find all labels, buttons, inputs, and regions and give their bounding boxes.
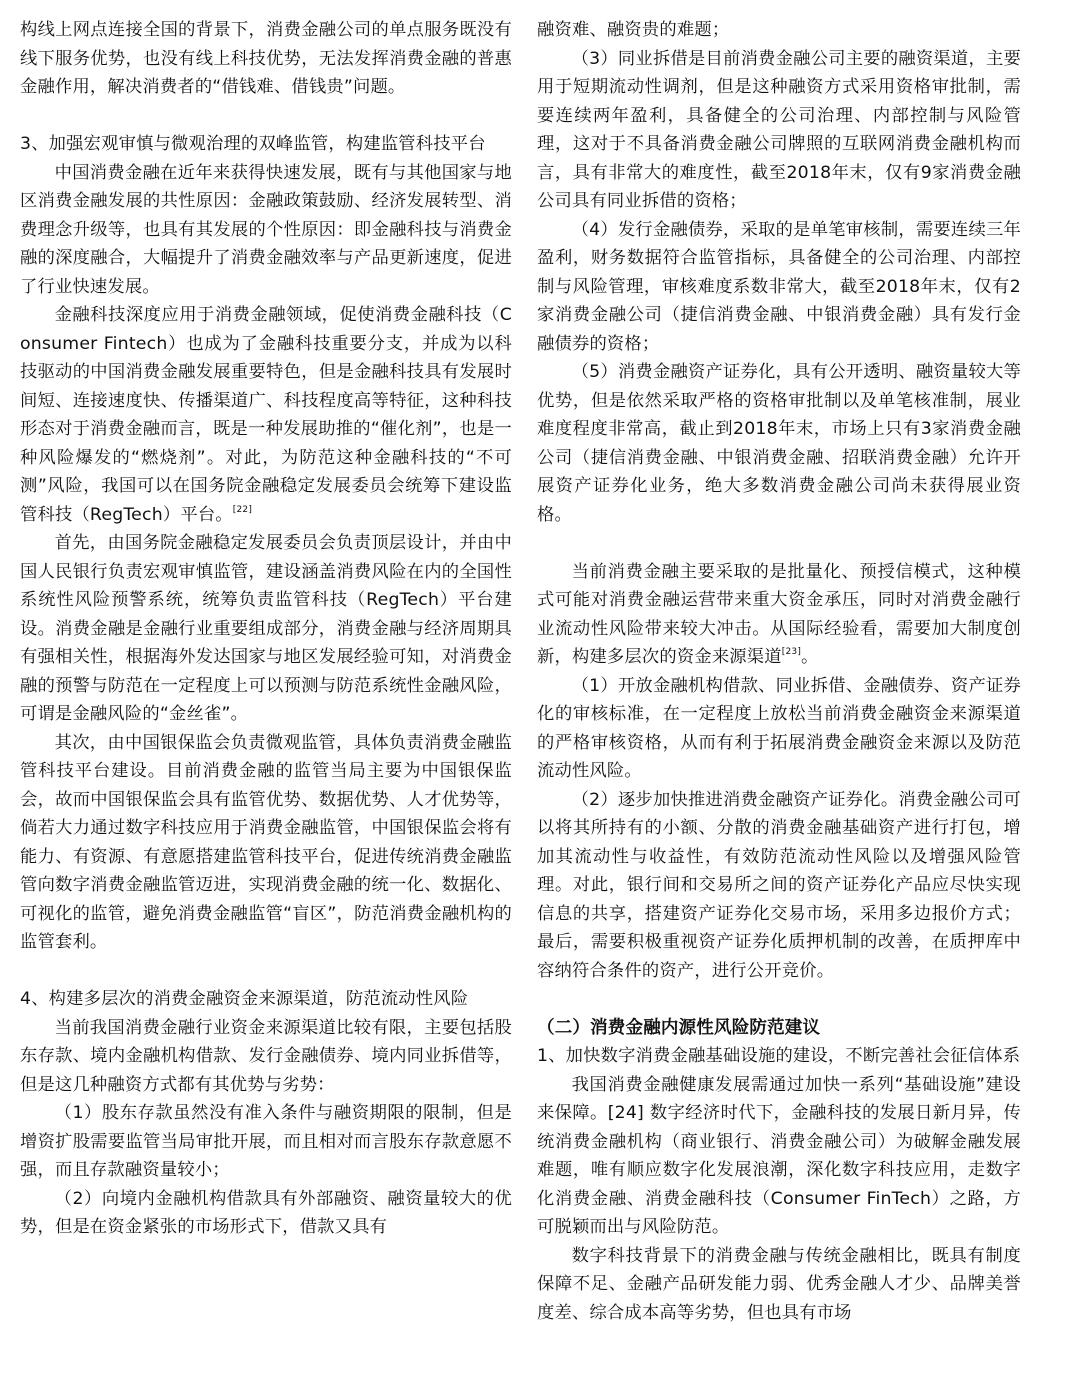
paragraph-text: 金融科技深度应用于消费金融领域，促使消费金融科技（Consumer Fintech）也成为了金融科技重要分支，并成为以科技驱动的中国消费金融发展重要特色，但是金融科技具有发展时间短、连接速度快、传播渠道广、科技程度高等特征，这种科技形态对于消费金融而言，既是一种发展助推的“催化剂”，也是一种风险爆发的“燃烧剂”。对此，为防范这种金融科技的“不可测”风险，我国可以在国务院金融稳定发展委员会统筹下建设监管科技（RegTech）平台。 <box>20 305 512 525</box>
paragraph-end: 。 <box>801 647 819 667</box>
paragraph: 我国消费金融健康发展需通过加快一系列“基础设施”建设来保障。[24] 数字经济时代下，金融科技的发展日新月异，传统消费金融机构（商业银行、消费金融公司）为破解金融发展难题，唯有顺应数字化发展浪潮，深化数字科技应用，走数字化消费金融、消费金融科技（Consumer FinTech）之路，方可脱颖而出与风险防范。 <box>537 1074 1021 1237</box>
spacer <box>537 985 1021 1014</box>
paragraph: （1）开放金融机构借款、同业拆借、金融债券、资产证券化的审核标准，在一定程度上放松当前消费金融资金来源渠道的严格审核资格，从而有利于拓展消费金融资金来源以及防范流动性风险。 <box>537 675 1021 781</box>
section-heading-3: 3、加强宏观审慎与微观治理的双峰监管，构建监管科技平台 <box>20 134 486 154</box>
paragraph: 中国消费金融在近年来获得快速发展，既有与其他国家与地区消费金融发展的共性原因：金融政策鼓励、经济发展转型、消费理念升级等，也具有其发展的个性原因：即金融科技与消费金融的深度融合，大幅提升了消费金融效率与产品更新速度，促进了行业快速发展。 <box>20 162 512 297</box>
paragraph: 其次，由中国银保监会负责微观监管，具体负责消费金融监管科技平台建设。目前消费金融的监管当局主要为中国银保监会，故而中国银保监会具有监管优势、数据优势、人才优势等，倘若大力通过数字科技应用于消费金融监管，中国银保监会将有能力、有资源、有意愿搭建监管科技平台，促进传统消费金融监管向数字消费金融监管迈进，实现消费金融的统一化、数据化、可视化的监管，避免消费金融监管“盲区”，防范消费金融机构的监管套利。 <box>20 732 512 952</box>
spacer <box>537 529 1021 558</box>
spacer <box>20 957 512 986</box>
paragraph: 融资难、融资贵的难题； <box>537 20 730 40</box>
spacer <box>20 102 512 131</box>
paragraph: （2）逐步加快推进消费金融资产证券化。消费金融公司可以将其所持有的小额、分散的消费金融基础资产进行打包，增加其流动性与收益性，有效防范流动性风险以及增强风险管理。对此，银行间和交易所之间的资产证券化产品应尽快实现信息的共享，搭建资产证券化交易市场，采用多边报价方式；最后，需要积极重视资产证券化质押机制的改善，在质押库中容纳符合条件的资产，进行公开竞价。 <box>537 789 1021 981</box>
right-column <box>537 16 1021 1327</box>
left-column <box>20 16 512 1242</box>
paragraph: 数字科技背景下的消费金融与传统金融相比，既具有制度保障不足、金融产品研发能力弱、优秀金融人才少、品牌美誉度差、综合成本高等劣势，但也具有市场 <box>537 1245 1021 1323</box>
section-heading-2: （二）消费金融内源性风险防范建议 <box>537 1017 821 1038</box>
paragraph: （4）发行金融债券，采取的是单笔审核制，需要连续三年盈利，财务数据符合监管指标，具备健全的公司治理、内部控制与风险管理，审核难度系数非常大，截至2018年末，仅有2家消费金融公司（捷信消费金融、中银消费金融）具有发行金融债券的资格； <box>537 219 1021 354</box>
paragraph: （1）股东存款虽然没有准入条件与融资期限的限制，但是增资扩股需要监管当局审批开展，而且相对而言股东存款意愿不强，而且存款融资量较小； <box>20 1103 512 1180</box>
paragraph: 当前我国消费金融行业资金来源渠道比较有限，主要包括股东存款、境内金融机构借款、发行金融债券、境内同业拆借等，但是这几种融资方式都有其优势与劣势： <box>20 1017 512 1095</box>
paragraph: （3）同业拆借是目前消费金融公司主要的融资渠道，主要用于短期流动性调剂，但是这种融资方式采用资格审批制，需要连续两年盈利，具备健全的公司治理、内部控制与风险管理，这对于不具备消费金融公司牌照的互联网消费金融机构而言，具有非常大的难度性，截至2018年末，仅有9家消费金融公司具有同业拆借的资格； <box>537 48 1021 211</box>
paragraph <box>20 301 512 529</box>
paragraph: （5）消费金融资产证券化，具有公开透明、融资量较大等优势，但是依然采取严格的资格审批制以及单笔核准制，展业难度程度非常高，截止到2018年末，市场上只有3家消费金融公司（捷信消费金融、中银消费金融、招联消费金融）允许开展资产证券化业务，绝大多数消费金融公司尚未获得展业资格。 <box>537 362 1021 525</box>
paragraph: 构线上网点连接全国的背景下，消费金融公司的单点服务既没有线下服务优势，也没有线上科技优势，无法发挥消费金融的普惠金融作用，解决消费者的“借钱难、借钱贵”问题。 <box>20 20 512 97</box>
paragraph: （2）向境内金融机构借款具有外部融资、融资量较大的优势，但是在资金紧张的市场形式下，借款又具有 <box>20 1188 512 1237</box>
section-heading-4: 4、构建多层次的消费金融资金来源渠道，防范流动性风险 <box>20 989 469 1009</box>
paragraph-text: 当前消费金融主要采取的是批量化、预授信模式，这种模式可能对消费金融运营带来重大资金承压，同时对消费金融行业流动性风险带来较大冲击。从国际经验看，需要加大制度创新，构建多层次的资金来源渠道 <box>537 561 1021 667</box>
citation-ref: [23] <box>781 646 802 657</box>
paragraph <box>537 558 1021 672</box>
paragraph: 首先，由国务院金融稳定发展委员会负责顶层设计，并由中国人民银行负责宏观审慎监管，建设涵盖消费风险在内的全国性系统性风险预警系统，统筹负责监管科技（RegTech）平台建设。消费金融是金融行业重要组成部分，消费金融与经济周期具有强相关性，根据海外发达国家与地区发展经验可知，对消费金融的预警与防范在一定程度上可以预测与防范系统性金融风险，可谓是金融风险的“金丝雀”。 <box>20 533 512 724</box>
citation-ref: [22] <box>232 504 253 515</box>
subsection-heading-1: 1、加快数字消费金融基础设施的建设，不断完善社会征信体系 <box>537 1046 1021 1066</box>
